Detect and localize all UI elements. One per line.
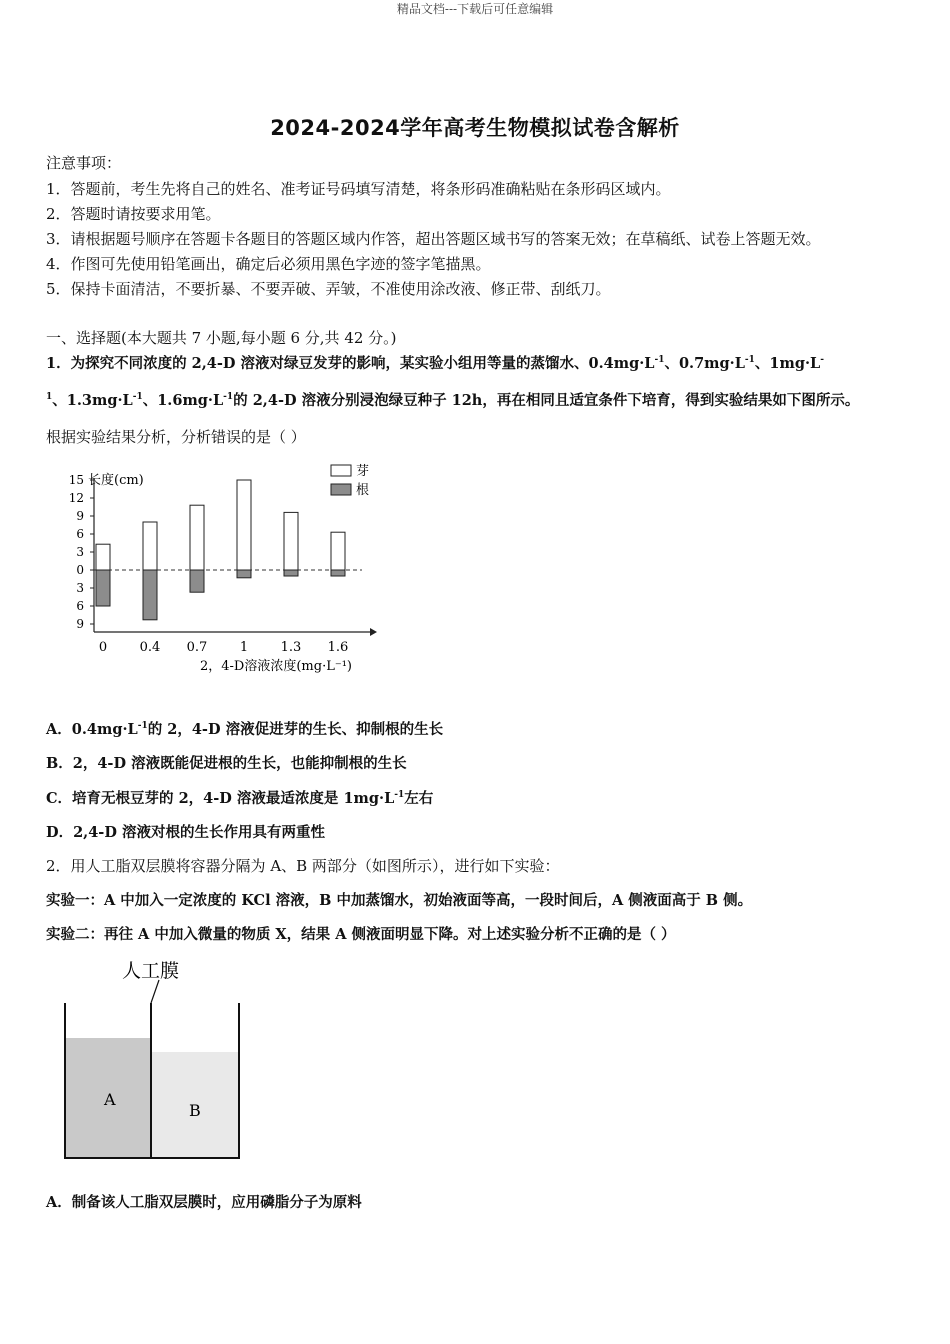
x-tick-label: 0 — [98, 640, 108, 655]
q2-stem: 2．用人工脂双层膜将容器分隔为 A、B 两部分（如图所示），进行如下实验： — [46, 857, 560, 875]
y-tick-label: 6 — [76, 527, 84, 541]
section-heading: 一、选择题(本大题共 7 小题,每小题 6 分,共 42 分。) — [46, 329, 397, 347]
bar-bud-1.6 — [331, 532, 345, 570]
bar-root-1.3 — [284, 570, 298, 576]
side-b-label: B — [189, 1101, 201, 1120]
legend-swatch-bud — [331, 465, 351, 476]
y-tick-label: 12 — [68, 491, 84, 505]
bar-root-1 — [237, 570, 251, 578]
side-a-label: A — [104, 1090, 116, 1109]
q1-option-c: C．培育无根豆芽的 2，4-D 溶液最适浓度是 $1mg\cdot L^{-1}$左右 — [46, 790, 434, 807]
x-axis-label: 2，4-D溶液浓度(mg·L⁻¹) — [200, 659, 352, 674]
q1-option-b: B．2，4-D 溶液既能促进根的生长，也能抑制根的生长 — [46, 755, 407, 772]
q2-experiment-2: 实验二：再往 A 中加入微量的物质 X，结果 A 侧液面明显下降。对上述实验分析不正确的是（ ） — [46, 926, 676, 943]
bar-bud-0 — [96, 544, 110, 570]
bar-bud-0.7 — [190, 505, 204, 570]
q2-experiment-1: 实验一：A 中加入一定浓度的 KCl 溶液，B 中加蒸馏水，初始液面等高，一段时间后，A 侧液面高于 B 侧。 — [46, 892, 753, 909]
q2-option-a: A．制备该人工脂双层膜时，应用磷脂分子为原料 — [46, 1194, 362, 1211]
bar-bud-1 — [237, 480, 251, 570]
membrane-label: 人工膜 — [122, 960, 180, 982]
notice-item-4: 4．作图可先使用铅笔画出，确定后必须用黑色字迹的签字笔描黑。 — [46, 255, 491, 273]
notice-item-2: 2．答题时请按要求用笔。 — [46, 205, 221, 223]
page-header: 精品文档---下载后可任意编辑 — [396, 2, 554, 16]
y-tick-label: 6 — [76, 599, 84, 613]
legend-label-root: 根 — [356, 483, 370, 498]
bar-root-0 — [96, 570, 110, 606]
q1-stem-line1: 1．为探究不同浓度的 2,4-D 溶液对绿豆发芽的影响，某实验小组用等量的蒸馏水、$0.4mg\cdot L^{-1}$、$0.7mg\cdot L^{-1}$、1mg·L- — [46, 355, 824, 372]
y-tick-label: 0 — [76, 563, 84, 577]
q1-bar-chart — [50, 460, 400, 682]
bar-root-0.4 — [143, 570, 157, 620]
y-tick-label: 3 — [76, 545, 84, 559]
membrane-pointer-line — [151, 980, 159, 1003]
notice-item-3: 3．请根据题号顺序在答题卡各题目的答题区域内作答，超出答题区域书写的答案无效；在草稿纸、试卷上答题无效。 — [46, 230, 821, 248]
notice-item-5: 5．保持卡面清洁，不要折暴、不要弄破、弄皱，不准使用涂改液、修正带、刮纸刀。 — [46, 280, 611, 298]
q1-option-a: A．$0.4mg\cdot L^{-1}$的 2，4-D 溶液促进芽的生长、抑制根的生长 — [46, 721, 444, 738]
q1-stem-line3: 根据实验结果分析，分析错误的是（ ） — [46, 428, 306, 446]
y-tick-label: 9 — [76, 617, 84, 631]
bar-bud-1.3 — [284, 512, 298, 570]
notice-item-1: 1．答题前，考生先将自己的姓名、准考证号码填写清楚，将条形码准确粘贴在条形码区域内。 — [46, 180, 671, 198]
bar-bud-0.4 — [143, 522, 157, 570]
y-tick-label: 9 — [76, 509, 84, 523]
x-tick-label: 1.6 — [327, 640, 349, 655]
notice-heading: 注意事项： — [46, 154, 122, 172]
y-tick-label: 15 — [68, 473, 84, 487]
bar-root-0.7 — [190, 570, 204, 592]
x-tick-label: 0.7 — [186, 640, 208, 655]
x-tick-label: 1 — [239, 640, 249, 655]
legend-label-bud: 芽 — [356, 464, 370, 479]
x-tick-label: 0.4 — [139, 640, 161, 655]
x-axis-arrow — [370, 628, 377, 636]
q2-container-diagram — [58, 955, 248, 1165]
y-axis-label: 长度(cm) — [88, 473, 144, 488]
bar-root-1.6 — [331, 570, 345, 576]
q1-stem-line2: $^1$、$1.3mg\cdot L^{-1}$、$1.6mg\cdot L^{-1}$的 2,4-D 溶液分别浸泡绿豆种子 12h，再在相同且适宜条件下培育，得到实验结果如下图所示。 — [46, 392, 860, 409]
x-tick-label: 1.3 — [280, 640, 302, 655]
page-title: 2024-2024学年高考生物模拟试卷含解析 — [270, 116, 680, 140]
q1-option-d: D．2,4-D 溶液对根的生长作用具有两重性 — [46, 824, 325, 841]
legend-swatch-root — [331, 484, 351, 495]
y-tick-label: 3 — [76, 581, 84, 595]
